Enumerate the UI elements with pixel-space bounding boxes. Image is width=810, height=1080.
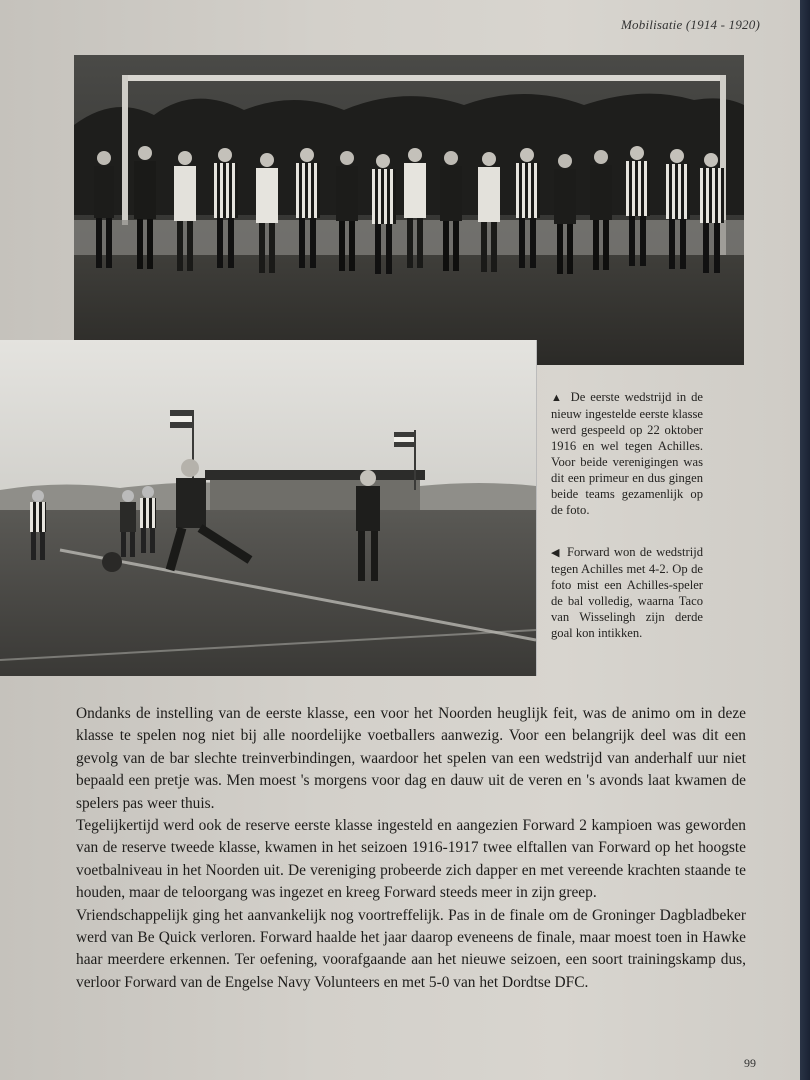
caption-text: De eerste wedstrijd in de nieuw ingestelde eerste klasse werd gespeeld op 22 oktober 1916 en wel tegen Achilles. Voor beide verenigingen was dit een primeur en dus gingen beide teams gezamenlijk op de foto. [551, 390, 704, 517]
paragraph: Vriendschappelijk ging het aanvankelijk nog voortreffelijk. Pas in de finale om de Groninger Dagbladbeker werd van Be Quick verloren. Forward haalde het jaar daarop eveneens de finale, maar moest toen in Hawke haar meerdere erkennen. Ter oefening, voorafgaande aan het nieuwe seizoen, een soort trainingskamp dus, verloor Forward van de Engelse Navy Volunteers en met 5-0 van het Dordtse DFC. [76, 906, 746, 991]
page-number: 99 [744, 1056, 756, 1070]
running-header: Mobilisatie (1914 - 1920) [621, 17, 760, 32]
caption-text: Forward won de wedstrijd tegen Achilles met 4-2. Op de foto mist een Achilles-speler de bal volledig, waarna Taco van Wisselingh zijn derde goal kon intikken. [551, 545, 703, 640]
caption-team-photo [551, 389, 703, 518]
left-arrow-icon: ◀ [551, 547, 561, 559]
match-photo [0, 340, 537, 676]
caption-match-photo [551, 544, 703, 641]
paragraph: Ondanks de instelling van de eerste klasse, een voor het Noorden heuglijk feit, was de animo om in deze klasse te spelen nog niet bij alle noordelijke voetballers aanwezig. Voor een belangrijk deel was dit een gevolg van de bar slechte treinverbindingen, waardoor het spelen van een wedstrijd van anderhalf uur niet bepaald een pretje was. Men moest 's morgens voor dag en dauw uit de veren en 's avonds laat kwamen de spelers pas weer thuis. [76, 705, 746, 812]
up-arrow-icon: ▲ [551, 392, 564, 404]
body-text [76, 703, 746, 994]
paragraph: Tegelijkertijd werd ook de reserve eerste klasse ingesteld en aangezien Forward 2 kampioen was geworden van de reserve tweede klasse, kwamen in het seizoen 1916-1917 twee elftallen van Forward op het hoogste voetbalniveau in het Noorden uit. De vereniging probeerde zich dapper en met vereende krachten staande te houden, maar de teloorgang was ingezet en kreeg Forward steeds meer in zijn greep. [76, 817, 746, 902]
book-spine [800, 0, 810, 1080]
team-photo [74, 55, 744, 365]
